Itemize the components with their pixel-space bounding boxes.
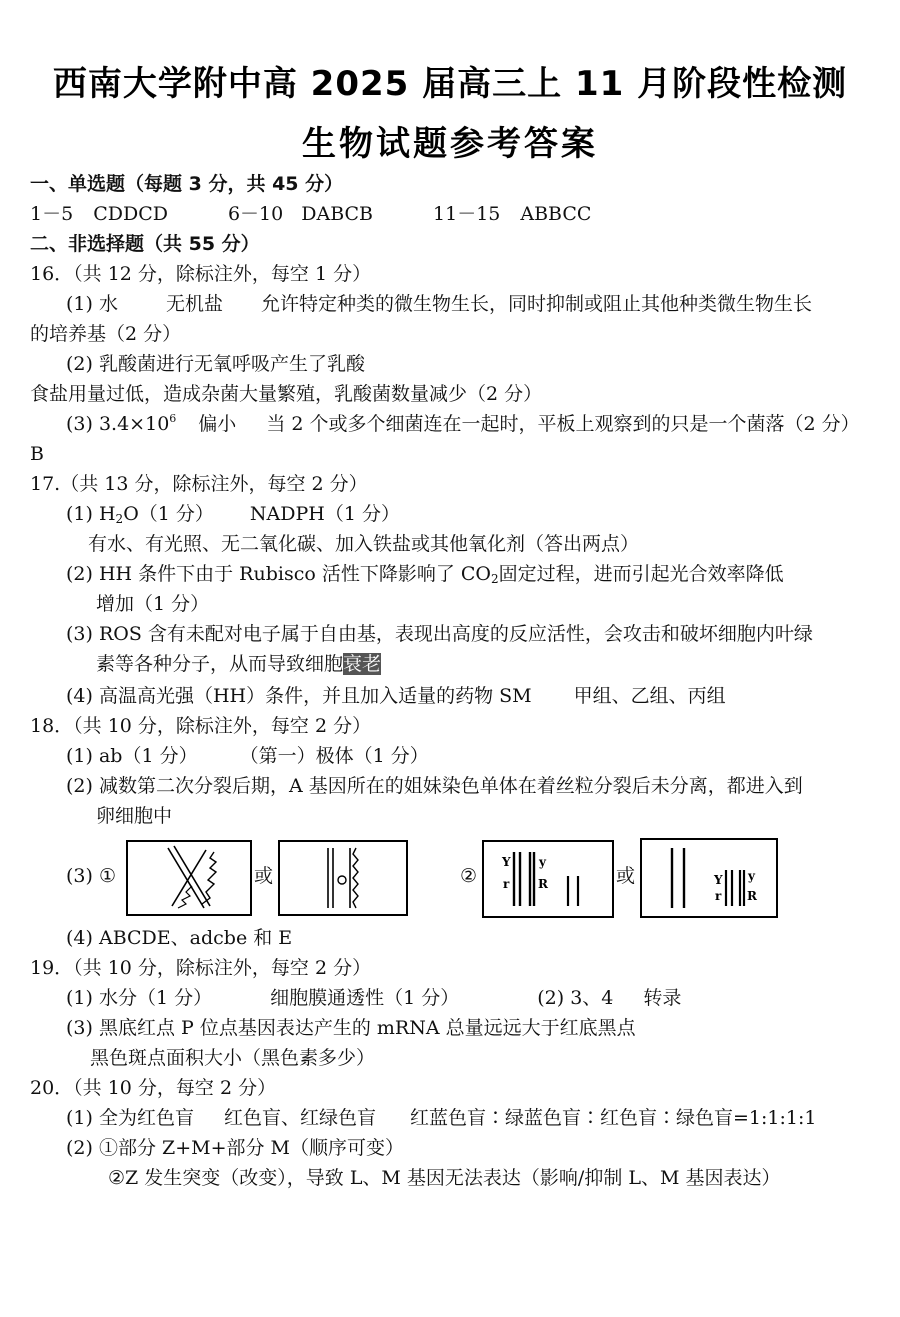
q20-heading: 20．（共 10 分，每空 2 分） xyxy=(30,1077,277,1099)
mcq-range-1: 1－5 xyxy=(30,203,74,225)
section2-heading: 二、非选择题（共 55 分） xyxy=(30,233,260,255)
q18-part2-cont: 卵细胞中 xyxy=(96,805,173,827)
allele-Y: Y xyxy=(502,855,511,869)
q16-part1-cont: 的培养基（2 分） xyxy=(30,323,182,345)
part-number: (1) xyxy=(66,503,93,525)
answer: 当 2 个或多个细菌连在一起时，平板上观察到的只是一个菌落（2 分） xyxy=(266,413,860,435)
q20-part2-cont: ②Z 发生突变（改变），导致 L、M 基因无法表达（影响/抑制 L、M 基因表达） xyxy=(108,1167,781,1189)
q19-part3 xyxy=(66,1016,636,1040)
answer: 偏小 xyxy=(198,413,237,435)
answer: ①部分 Z+M+部分 M（顺序可变） xyxy=(98,1137,404,1159)
answer: NADPH（1 分） xyxy=(249,503,400,525)
part-number: (2) xyxy=(66,775,93,797)
chromosome-cross-diagram xyxy=(128,842,250,914)
answer: 3、4 xyxy=(570,987,614,1009)
answer: 高温高光强（HH）条件，并且加入适量的药物 SM xyxy=(98,685,532,707)
answer: 细胞膜通透性（1 分） xyxy=(270,987,460,1009)
q16-part2 xyxy=(66,352,365,376)
part-number: (3) xyxy=(66,865,93,887)
answer: 转录 xyxy=(643,987,682,1009)
q17-part3 xyxy=(66,622,813,646)
answer: H xyxy=(98,503,116,525)
q19-part1-2 xyxy=(66,986,681,1010)
mcq-answers-1: CDDCD xyxy=(93,203,168,225)
answer: ROS 含有未配对电子属于自由基，表现出高度的反应活性，会攻击和破坏细胞内叶绿 xyxy=(98,623,813,645)
answer: ABCDE、adcbe 和 E xyxy=(98,927,293,949)
mcq-range-3: 11－15 xyxy=(433,203,501,225)
mcq-range-2: 6－10 xyxy=(227,203,284,225)
allele-R: R xyxy=(538,877,548,891)
q17-part4 xyxy=(66,684,726,708)
q18-part3-label xyxy=(66,864,116,888)
section1-heading: 一、单选题（每题 3 分，共 45 分） xyxy=(30,173,344,195)
part-number: (2) xyxy=(66,563,93,585)
q17-part1-cont: 有水、有光照、无二氧化碳、加入铁盐或其他氧化剂（答出两点） xyxy=(88,533,640,555)
allele-R-alt: R xyxy=(747,889,757,903)
exponent: 6 xyxy=(169,412,177,425)
mcq-answers-2: DABCB xyxy=(301,203,374,225)
allele-Y-alt: Y xyxy=(714,873,723,887)
q20-part1 xyxy=(66,1106,816,1130)
circle-one-label: ① xyxy=(98,865,117,887)
answer: 允许特定种类的微生物生长，同时抑制或阻止其他种类微生物生长 xyxy=(261,293,813,315)
figure-cell-2a xyxy=(482,840,614,918)
allele-r: r xyxy=(503,877,510,891)
answer: ab（1 分） xyxy=(98,745,198,767)
answer: 全为红色盲 xyxy=(98,1107,194,1129)
part-number: (3) xyxy=(66,1017,93,1039)
q18-heading: 18．（共 10 分，除标注外，每空 2 分） xyxy=(30,715,372,737)
answer: 水分（1 分） xyxy=(98,987,213,1009)
part-number: (4) xyxy=(66,927,93,949)
gene-locus-diagram xyxy=(484,842,612,916)
title-line-2: 生物试题参考答案 xyxy=(302,124,598,164)
q17-part1 xyxy=(66,502,400,526)
q16-part1 xyxy=(66,292,812,316)
allele-y: y xyxy=(539,855,546,869)
mcq-answers-row xyxy=(30,202,591,226)
subscript: 2 xyxy=(115,512,124,526)
answer: 乳酸菌进行无氧呼吸产生了乳酸 xyxy=(98,353,365,375)
figure-cell-1b xyxy=(278,840,408,916)
answer: 红色盲、红绿色盲 xyxy=(223,1107,376,1129)
q17-part2-cont: 增加（1 分） xyxy=(96,593,210,615)
answer: （第一）极体（1 分） xyxy=(239,745,429,767)
q19-part3-cont: 黑色斑点面积大小（黑色素多少） xyxy=(90,1047,376,1069)
mcq-answers-3: ABBCC xyxy=(520,203,592,225)
answer: 水 xyxy=(98,293,118,315)
answer: 素等各种分子，从而导致细胞 xyxy=(96,653,344,675)
highlighted-text: 衰老 xyxy=(343,653,382,675)
part-number: (3) xyxy=(66,623,93,645)
q18-part4 xyxy=(66,926,292,950)
part-number: (4) xyxy=(66,685,93,707)
subscript: 2 xyxy=(491,572,499,586)
or-label-1: 或 xyxy=(254,865,274,887)
circle-two-label: ② xyxy=(460,865,478,887)
q17-part3-cont xyxy=(96,652,381,676)
answer: 3.4×10 xyxy=(98,413,170,435)
part-number: (3) xyxy=(66,413,93,435)
q17-heading: 17.（共 13 分，除标注外，每空 2 分） xyxy=(30,473,368,495)
chromosome-parallel-diagram xyxy=(280,842,406,914)
figure-cell-1a xyxy=(126,840,252,916)
answer: HH 条件下由于 Rubisco 活性下降影响了 CO xyxy=(98,563,491,585)
figure-cell-2b xyxy=(640,838,778,918)
answer: 固定过程，进而引起光合效率降低 xyxy=(498,563,784,585)
part-number: (1) xyxy=(66,293,93,315)
answer: 减数第二次分裂后期，A 基因所在的姐妹染色单体在着丝粒分裂后未分离，都进入到 xyxy=(98,775,803,797)
part-number: (1) xyxy=(66,987,93,1009)
answer: 无机盐 xyxy=(165,293,223,315)
answer: 甲组、乙组、丙组 xyxy=(573,685,726,707)
q18-part2 xyxy=(66,774,803,798)
q16-part2-cont: 食盐用量过低，造成杂菌大量繁殖，乳酸菌数量减少（2 分） xyxy=(30,383,543,405)
answer: 红蓝色盲∶绿蓝色盲∶红色盲∶绿色盲=1:1:1:1 xyxy=(410,1107,817,1129)
allele-r-alt: r xyxy=(715,889,722,903)
answer: 黑底红点 P 位点基因表达产生的 mRNA 总量远远大于红底黑点 xyxy=(98,1017,636,1039)
part-number: (2) xyxy=(537,987,565,1009)
part-number: (1) xyxy=(66,1107,93,1129)
q19-heading: 19．（共 10 分，除标注外，每空 2 分） xyxy=(30,957,372,979)
part-number: (1) xyxy=(66,745,93,767)
part-number: (2) xyxy=(66,1137,93,1159)
q16-part3-cont: B xyxy=(30,443,44,465)
q16-part3 xyxy=(66,412,860,436)
or-label-2: 或 xyxy=(616,865,636,887)
gene-locus-diagram-alt xyxy=(642,840,776,916)
q17-part2 xyxy=(66,562,784,586)
part-number: (2) xyxy=(66,353,93,375)
q16-heading: 16．（共 12 分，除标注外，每空 1 分） xyxy=(30,263,372,285)
q18-part1 xyxy=(66,744,429,768)
allele-y-alt: y xyxy=(748,869,755,883)
q20-part2 xyxy=(66,1136,404,1160)
title-line-1: 西南大学附中高 2025 届高三上 11 月阶段性检测 xyxy=(52,64,848,104)
answer: O（1 分） xyxy=(123,503,214,525)
